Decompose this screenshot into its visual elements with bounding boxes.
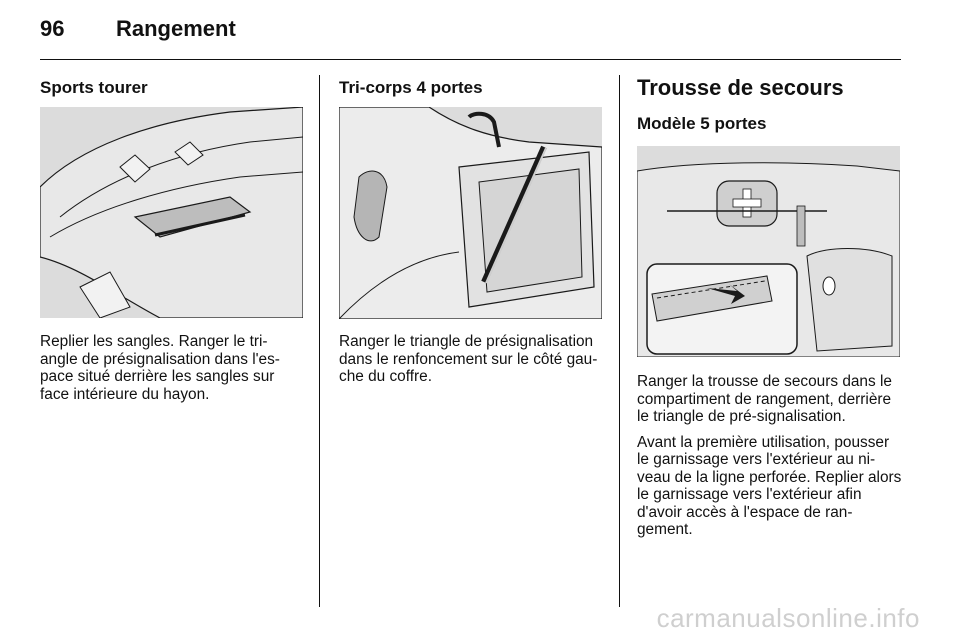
column-divider-right — [619, 75, 620, 607]
right-subheading: Modèle 5 portes — [637, 114, 767, 133]
middle-body — [339, 333, 603, 394]
left-heading: Sports tourer — [40, 78, 148, 97]
middle-paragraph: Ranger le triangle de présignalisation dans le renfoncement sur le côté gau- che du coffre. — [339, 333, 598, 385]
sports-tourer-illustration — [40, 107, 303, 318]
left-body — [40, 333, 304, 411]
right-body — [637, 373, 903, 547]
right-paragraph-1: Ranger la trousse de secours dans le compartiment de rangement, derrière le triangle de pré-signalisation. — [637, 373, 892, 425]
section-title: Trousse de secours — [637, 75, 844, 100]
right-column — [637, 76, 901, 134]
watermark: carmanualsonline.info — [656, 603, 920, 633]
left-column — [40, 78, 304, 98]
middle-heading: Tri-corps 4 portes — [339, 78, 483, 97]
column-divider-left — [319, 75, 320, 607]
four-door-sedan-illustration — [339, 107, 602, 319]
chapter-title: Rangement — [116, 16, 236, 41]
page-number: 96 — [40, 16, 65, 41]
first-aid-kit-illustration — [637, 146, 900, 357]
middle-column — [339, 78, 603, 98]
left-paragraph: Replier les sangles. Ranger le tri- angle de présignalisation dans l'es- pace situé derrière les sangles sur face intérieure du hayon. — [40, 333, 280, 403]
header-rule — [40, 59, 901, 60]
right-paragraph-2: Avant la première utilisation, pousser le garnissage vers l'extérieur au ni- veau de la ligne perforée. Replier alors le garnissage vers l'extérieur afin d'avoir accès à l'espace de ran- gement. — [637, 433, 902, 538]
